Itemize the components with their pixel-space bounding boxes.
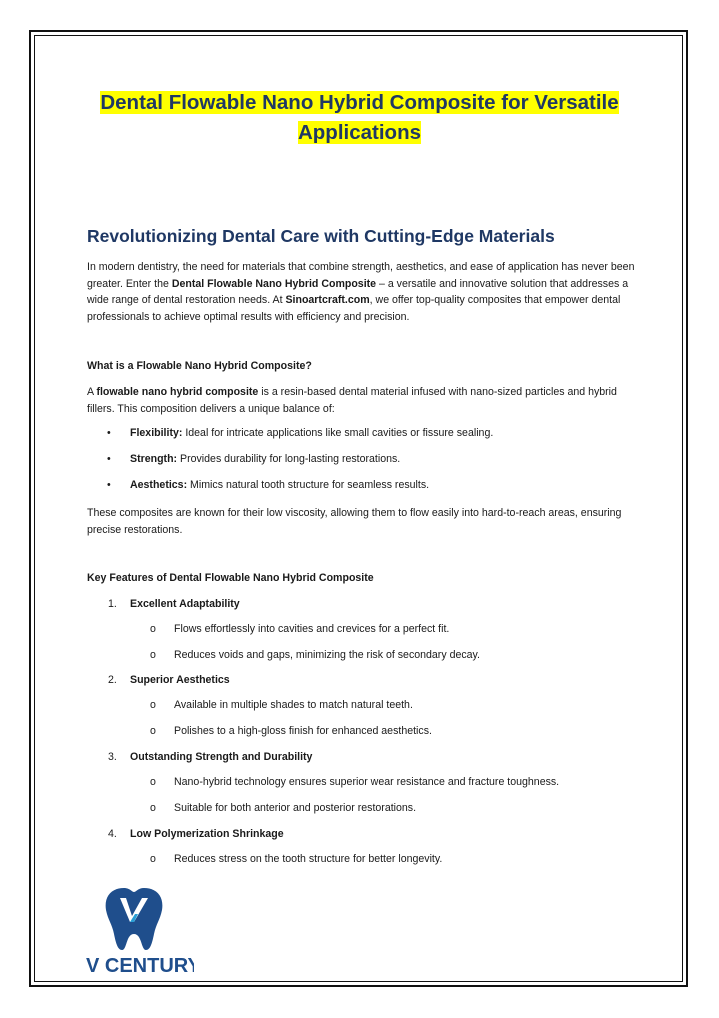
what-paragraph: A flowable nano hybrid composite is a resin-based dental material infused with nano-sized particles and hybrid fillers. This composition delivers a unique balance of: <box>87 386 617 415</box>
feature-4-sub-1: o Reduces stress on the tooth structure for better longevity. <box>150 853 443 865</box>
feature-1-sub-2: o Reduces voids and gaps, minimizing the risk of secondary decay. <box>150 649 480 661</box>
bullet-flexibility: • Flexibility: Ideal for intricate applications like small cavities or fissure sealing. <box>107 427 494 439</box>
document-title: Dental Flowable Nano Hybrid Composite for Versatile Applications <box>100 91 619 144</box>
intro-paragraph: In modern dentistry, the need for materials that combine strength, aesthetics, and ease of application has never been greater. Enter the Dental Flowable Nano Hybrid Composite – a versatile and innovative solution that addresses a wide range of dental restoration needs. At Sinoartcraft.com, we offer top-quality composites that empower dental professionals to achieve optimal results with efficiency and precision. <box>87 261 635 323</box>
feature-3-sub-1: o Nano-hybrid technology ensures superior wear resistance and fracture toughness. <box>150 776 560 788</box>
what-closing-paragraph: These composites are known for their low viscosity, allowing them to flow easily into hard-to-reach areas, ensuring precise restorations. <box>87 507 622 536</box>
what-heading: What is a Flowable Nano Hybrid Composite? <box>87 360 312 372</box>
feature-1-sub-1: o Flows effortlessly into cavities and crevices for a perfect fit. <box>150 623 450 635</box>
feature-3-sub-2: o Suitable for both anterior and posterior restorations. <box>150 802 417 814</box>
feature-item-3: 3. Outstanding Strength and Durability <box>108 751 313 763</box>
v-century-logo <box>86 884 194 976</box>
feature-item-4: 4. Low Polymerization Shrinkage <box>108 828 284 840</box>
intro-heading: Revolutionizing Dental Care with Cutting-Edge Materials <box>87 226 555 246</box>
feature-item-2: 2. Superior Aesthetics <box>108 674 230 686</box>
feature-2-sub-2: o Polishes to a high-gloss finish for enhanced aesthetics. <box>150 725 432 737</box>
logo-text: V CENTURY <box>86 955 194 976</box>
features-heading: Key Features of Dental Flowable Nano Hybrid Composite <box>87 572 374 584</box>
feature-2-sub-1: o Available in multiple shades to match natural teeth. <box>150 699 413 711</box>
bullet-strength: • Strength: Provides durability for long-lasting restorations. <box>107 453 401 465</box>
feature-item-1: 1. Excellent Adaptability <box>108 598 240 610</box>
tooth-logo-icon <box>86 884 194 976</box>
bullet-aesthetics: • Aesthetics: Mimics natural tooth structure for seamless results. <box>107 479 430 491</box>
